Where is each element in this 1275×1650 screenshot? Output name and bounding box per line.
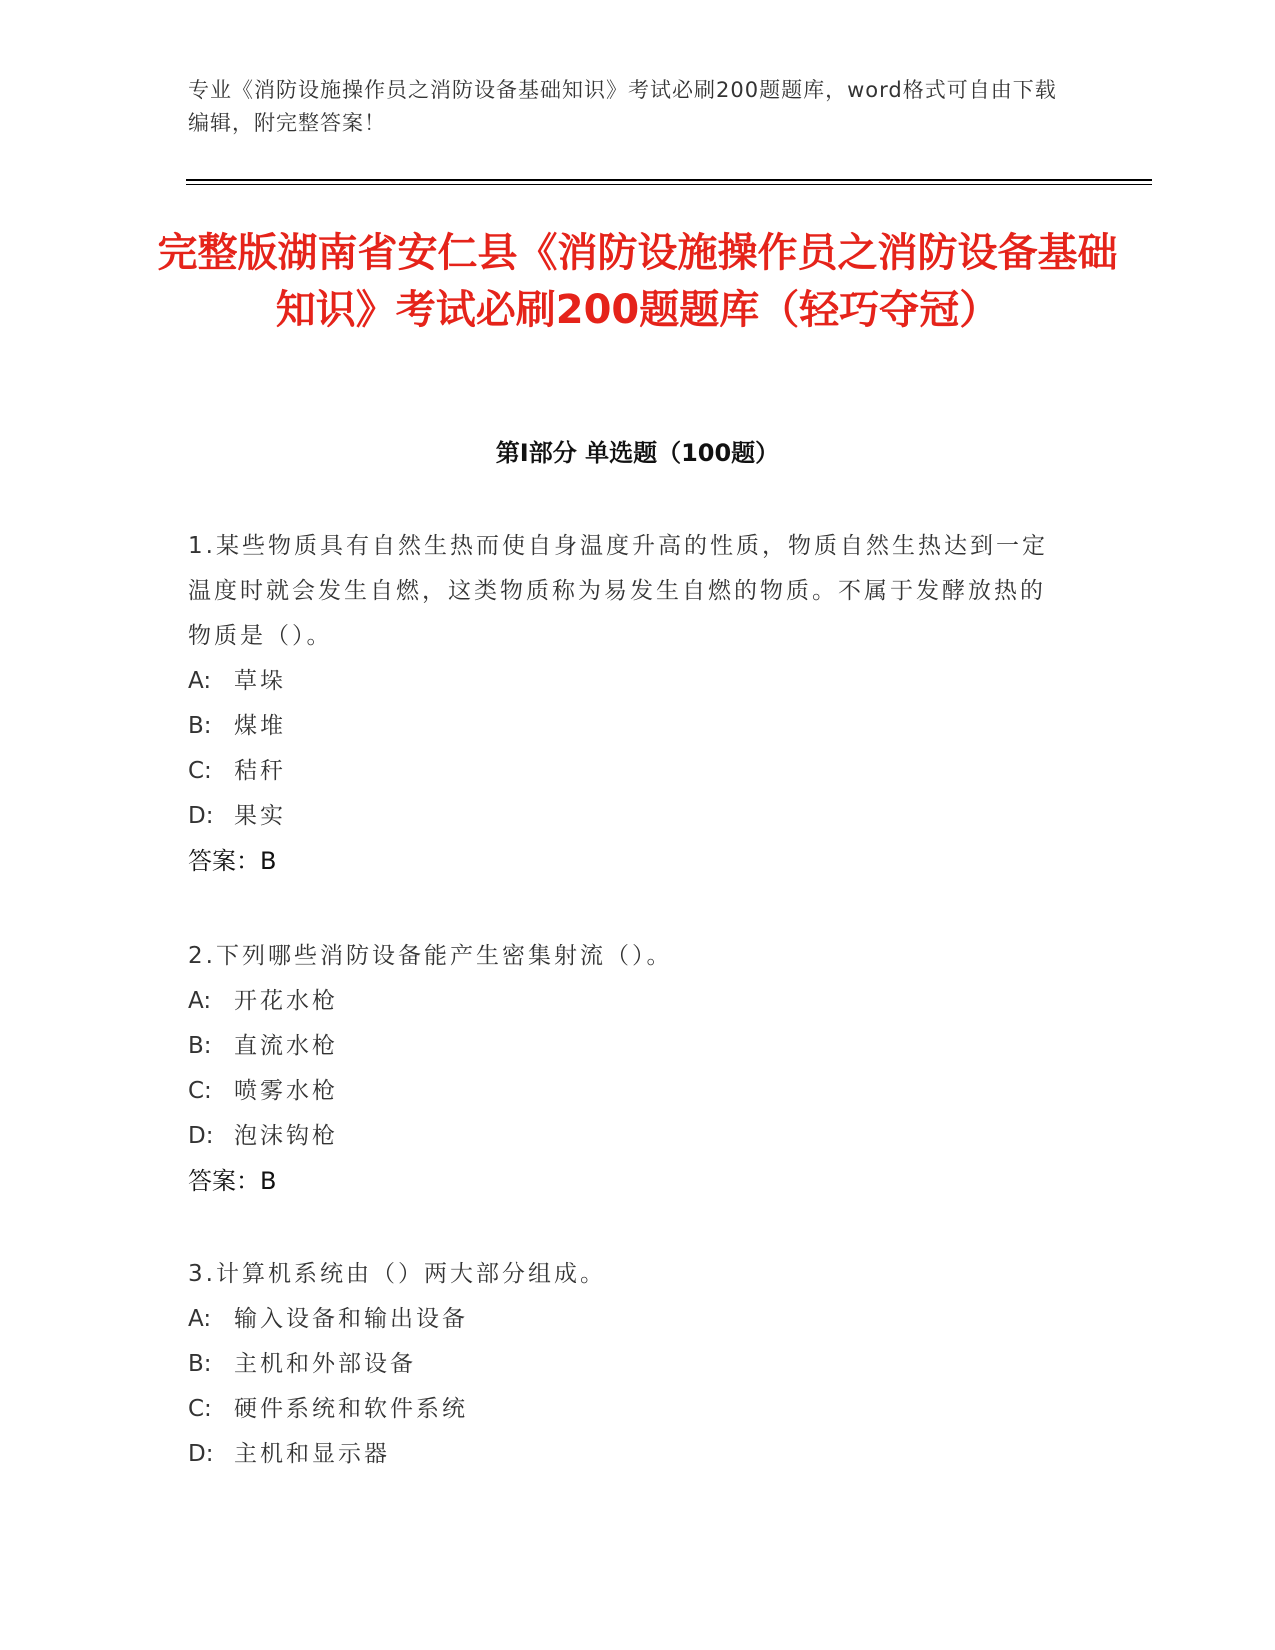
option-text: 秸秆 bbox=[234, 758, 286, 784]
option-letter: D: bbox=[188, 803, 214, 829]
question-2-option-b bbox=[188, 1024, 1068, 1069]
question-1 bbox=[188, 524, 1068, 884]
option-text: 直流水枪 bbox=[234, 1033, 338, 1059]
option-text: 输入设备和输出设备 bbox=[234, 1306, 468, 1332]
question-2-answer: 答案：B bbox=[188, 1167, 277, 1195]
option-letter: B: bbox=[188, 713, 212, 739]
question-3-option-a bbox=[188, 1297, 1068, 1342]
document-title: 完整版湖南省安仁县《消防设施操作员之消防设备基础知识》考试必刷200题题库（轻巧夺冠） bbox=[157, 230, 1118, 333]
option-text: 草垛 bbox=[234, 668, 286, 694]
question-3-option-d bbox=[188, 1432, 1068, 1477]
option-text: 主机和显示器 bbox=[234, 1441, 390, 1467]
question-1-option-c bbox=[188, 749, 1068, 794]
question-3-option-b bbox=[188, 1342, 1068, 1387]
question-1-text: 1.某些物质具有自然生热而使自身温度升高的性质，物质自然生热达到一定温度时就会发生自燃，这类物质称为易发生自燃的物质。不属于发酵放热的物质是（）。 bbox=[188, 533, 1048, 649]
option-text: 泡沫钩枪 bbox=[234, 1123, 338, 1149]
question-1-answer: 答案：B bbox=[188, 847, 277, 875]
question-1-option-d bbox=[188, 794, 1068, 839]
question-2-option-a bbox=[188, 979, 1068, 1024]
option-text: 主机和外部设备 bbox=[234, 1351, 416, 1377]
option-letter: C: bbox=[188, 758, 212, 784]
option-text: 硬件系统和软件系统 bbox=[234, 1396, 468, 1422]
option-letter: D: bbox=[188, 1441, 214, 1467]
section-heading: 第I部分 单选题（100题） bbox=[495, 439, 780, 467]
option-letter: C: bbox=[188, 1078, 212, 1104]
question-3-text: 3.计算机系统由（）两大部分组成。 bbox=[188, 1261, 606, 1287]
option-text: 果实 bbox=[234, 803, 286, 829]
option-letter: A: bbox=[188, 1306, 212, 1332]
header-note: 专业《消防设施操作员之消防设备基础知识》考试必刷200题题库，word格式可自由下载编辑，附完整答案！ bbox=[188, 78, 1057, 135]
option-letter: A: bbox=[188, 988, 212, 1014]
header-divider-thick bbox=[186, 179, 1152, 181]
option-text: 喷雾水枪 bbox=[234, 1078, 338, 1104]
question-1-option-a bbox=[188, 659, 1068, 704]
question-2-option-c bbox=[188, 1069, 1068, 1114]
option-letter: B: bbox=[188, 1033, 212, 1059]
question-2-text: 2.下列哪些消防设备能产生密集射流（）。 bbox=[188, 943, 673, 969]
question-1-option-b bbox=[188, 704, 1068, 749]
option-letter: C: bbox=[188, 1396, 212, 1422]
option-text: 开花水枪 bbox=[234, 988, 338, 1014]
question-3-option-c bbox=[188, 1387, 1068, 1432]
question-2 bbox=[188, 934, 1068, 1204]
option-letter: B: bbox=[188, 1351, 212, 1377]
question-3 bbox=[188, 1252, 1068, 1477]
option-text: 煤堆 bbox=[234, 713, 286, 739]
option-letter: A: bbox=[188, 668, 212, 694]
header-divider-thin bbox=[186, 184, 1152, 185]
question-2-option-d bbox=[188, 1114, 1068, 1159]
option-letter: D: bbox=[188, 1123, 214, 1149]
